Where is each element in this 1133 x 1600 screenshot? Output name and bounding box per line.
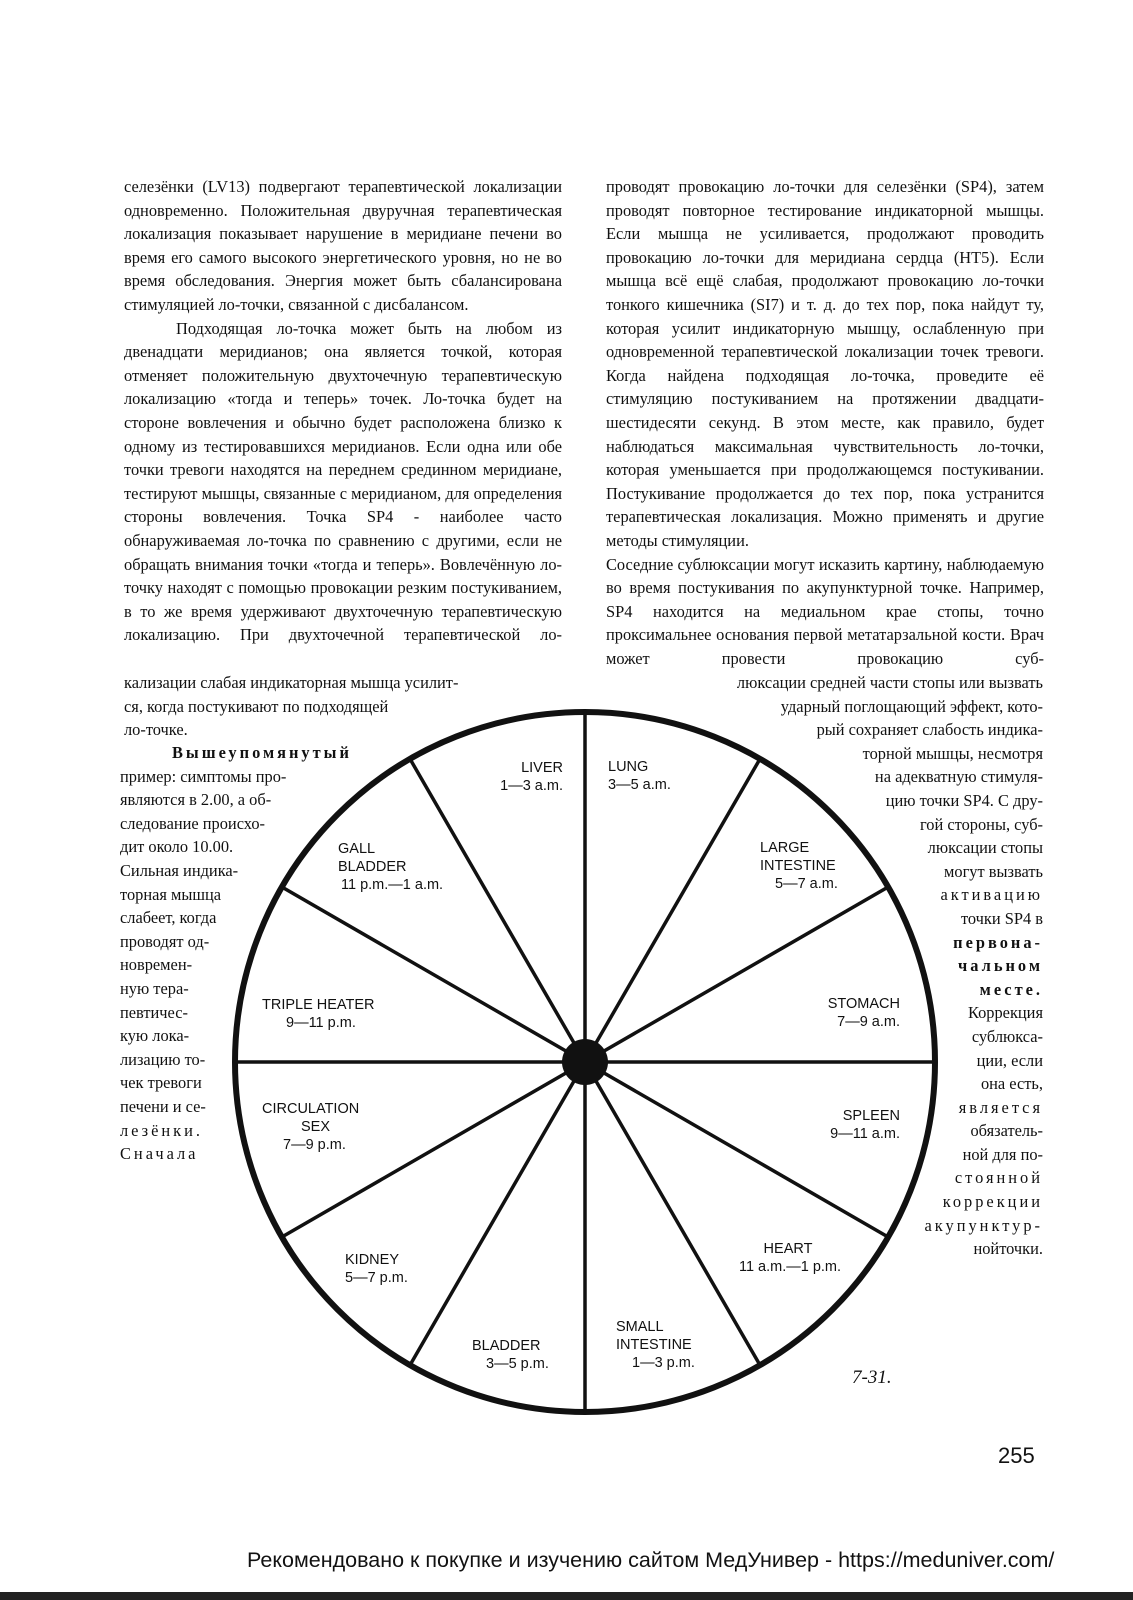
clock-spoke [410,759,585,1062]
segment-label-kidney [345,1252,408,1286]
segment-label-spleen [830,1108,900,1142]
right-wrap-line: обязатель- [970,1121,1043,1141]
page-number: 255 [998,1443,1035,1468]
right-wrap-line: активацию [940,885,1043,905]
segment-name: STOMACH [827,996,900,1012]
left-line-a: кализации слабая индикаторная мышца усилит- [124,673,459,692]
figure-number: 7-31. [852,1367,892,1388]
right-wrap-line: стоянной [954,1168,1043,1188]
clock-spoke [410,1062,585,1365]
bottom-scan-edge [0,1592,1133,1600]
segment-name: BLADDER [338,859,407,875]
right-wrap-line: могут вызвать [944,861,1043,881]
left-wrap-line: являются в 2.00, а об- [120,790,272,810]
segment-label-liver [500,760,563,794]
right-wrap-line: на адекватную стимуля- [874,767,1043,787]
footer-recommendation: Рекомендовано к покупке и изучению сайтом МедУнивер - https://meduniver.com/ [247,1548,1055,1572]
segment-label-small-intestine [616,1319,695,1371]
right-wrap-line: является [958,1097,1043,1117]
segment-name: BLADDER [472,1338,541,1354]
left-wrap-line: проводят од- [120,931,210,951]
segment-name: KIDNEY [345,1252,399,1268]
left-paragraph-2: Подходящая ло-точка может быть на любом из двенадцати меридианов; она является точкой, которая отменяет положительную двухточечную терапевтическую локализацию «тогда и теперь» точек. Ло-точка будет на стороне вовлечения и обычно будет расположена близко к одному из тестировавшихся меридианов. Если одна или обе точки тревоги находятся на переднем срединном меридиане, тестируют мышцы, связанные с меридианом, для определения стороны вовлечения. Точка SP4 - наиболее часто обнаруживаемая ло-точка по сравнению с другими, если не обращать внимания точки «тогда и теперь». Вовлечённую ло-точку находят с помощью провокации резким постукиванием, в то же время удерживают двухточечную терапевтическую локализацию. При двухточечной терапевтической ло- [124,318,562,645]
segment-name: LUNG [608,759,649,775]
segment-label-heart [739,1241,841,1275]
right-wrap-line: сублюкса- [971,1026,1043,1046]
segment-time: 5—7 a.m. [775,876,838,892]
segment-name: SMALL [616,1319,664,1335]
left-wrap-line: пример: симптомы про- [120,766,287,786]
left-wrap-line: Вышеупомянутый [172,743,352,762]
right-paragraph-2: Соседние сублюксации могут исказить картину, наблюдаемую во время постукивания по акупунктурной точке. Например, SP4 находится на медиальном крае стопы, точно проксимальнее основания первой метатарзальной кости. Врач может провести провокацию суб- [606,554,1044,668]
segment-label-lung [608,759,671,793]
left-wrap-line: кую лока- [120,1026,190,1046]
segment-name: HEART [763,1241,813,1257]
segment-name: TRIPLE HEATER [262,997,375,1013]
left-wrap-line: певтичес- [120,1002,188,1022]
left-wrap-line: лизацию то- [120,1049,206,1069]
right-wrap-line: рый сохраняет слабость индика- [816,720,1043,740]
right-wrap-line: ной для по- [962,1144,1043,1164]
segment-label-circulation-sex [262,1101,359,1153]
segment-name: SPLEEN [842,1108,900,1124]
clock-hub [562,1039,608,1085]
left-wrap-line: Сначала [120,1144,199,1164]
segment-time: 5—7 p.m. [345,1270,408,1286]
segment-label-gall-bladder [338,841,443,893]
right-paragraph-1: проводят провокацию ло-точки для селезёнки (SP4), затем проводят повторное тестирование индикаторной мышцы. Если мышца не усиливается, продолжают проводить провокацию ло-точки для меридиана сердца (НТ5). Если мышца всё ещё слабая, продолжают провокацию ло-точки тонкого кишечника (SI7) и т. д. до тех пор, пока найдут ту, которая усилит индикаторную мышцу, ослабленную при одновременной терапевтической локализации точек тревоги. Когда найдена подходящая ло-точка, проведите её стимуляцию постукиванием на протяжении двадцати- шестидесяти секунд. В этом месте, как правило, будет наблюдаться максимальная чувствительность ло-точки, которая уменьшается при продолжающемся постукивании. Постукивание продолжается до тех пор, пока устранится терапевтическая локализация. Можно применять и другие методы стимуляции. [606,177,1044,550]
right-wrap-line: она есть, [980,1074,1043,1094]
segment-name: LIVER [521,760,563,776]
segment-time: 1—3 a.m. [500,778,563,794]
segment-time: 11 a.m.—1 p.m. [738,1259,842,1275]
segment-time: 3—5 p.m. [486,1356,549,1372]
segment-label-large-intestine [760,840,838,892]
right-wrap-line: люксации стопы [927,838,1043,858]
segment-label-triple-heater [262,997,375,1031]
left-line-c: ло-точке. [124,720,188,739]
right-wrap-line: торной мышцы, несмотря [862,743,1043,763]
right-wrap-line: нойточки. [973,1239,1043,1259]
left-paragraph-1: селезёнки (LV13) подвергают терапевтической локализации одновременно. Положительная двуручная терапевтическая локализация показывает нарушение в меридиане печени во время его самого высокого энергетического уровня, но не во время обследования. Энергия может быть сбалансирована стимуляцией ло-точки, связанной с дисбалансом. [124,177,562,314]
right-wrap-line: чальном [958,956,1043,976]
segment-name: GALL [338,841,376,857]
right-wrap-line: гой стороны, суб- [919,814,1043,834]
segment-name: INTESTINE [616,1337,692,1353]
right-wrap-line: ции, если [976,1050,1043,1070]
segment-time: 1—3 p.m. [632,1355,695,1371]
segment-time: 7—9 p.m. [283,1137,346,1153]
left-wrap-line: дит около 10.00. [120,837,234,857]
right-wrap-line: Коррекция [967,1003,1043,1023]
left-wrap-line: торная мышца [120,884,222,904]
right-wrap-line: точки SP4 в [960,908,1043,928]
left-wrap-line: следование происхо- [120,813,265,833]
segment-label-stomach [828,996,900,1030]
segment-time: 7—9 a.m. [837,1014,900,1030]
left-wrap-line: слабеет, когда [120,908,217,928]
left-wrap-line: новремен- [120,955,193,975]
left-wrap-line: печени и се- [120,1096,206,1116]
segment-name: INTESTINE [760,858,836,874]
right-wrap-line: первона- [953,932,1043,952]
clock-spoke [585,1062,888,1237]
right-wrap-line: акупунктур- [924,1215,1043,1235]
right-wrap-line: коррекции [942,1192,1043,1212]
segment-label-bladder [472,1338,549,1372]
clock-spoke [282,887,585,1062]
right-wrap-line: цию точки SP4. С дру- [885,790,1043,810]
clock-spoke [585,887,888,1062]
segment-name: SEX [301,1119,331,1135]
clock-spoke [585,759,760,1062]
segment-time: 3—5 a.m. [608,777,671,793]
right-wrap-line: люксации средней части стопы или вызвать [736,673,1043,692]
left-wrap-line: лезёнки. [120,1120,204,1140]
left-wrap-line: Сильная индика- [120,860,239,880]
left-wrap-line: ную тера- [120,978,189,998]
clock-spoke [585,1062,760,1365]
segment-name: LARGE [760,840,810,856]
right-wrap-line: месте. [979,979,1043,999]
segment-time: 9—11 a.m. [830,1126,900,1142]
left-line-b: ся, когда постукивают по подходящей [124,697,389,716]
segment-name: CIRCULATION [262,1101,360,1117]
segment-time: 9—11 p.m. [286,1015,356,1031]
segment-time: 11 p.m.—1 a.m. [341,877,444,893]
left-wrap-line: чек тревоги [120,1073,202,1093]
right-wrap-line: ударный поглощающий эффект, кото- [780,696,1043,716]
